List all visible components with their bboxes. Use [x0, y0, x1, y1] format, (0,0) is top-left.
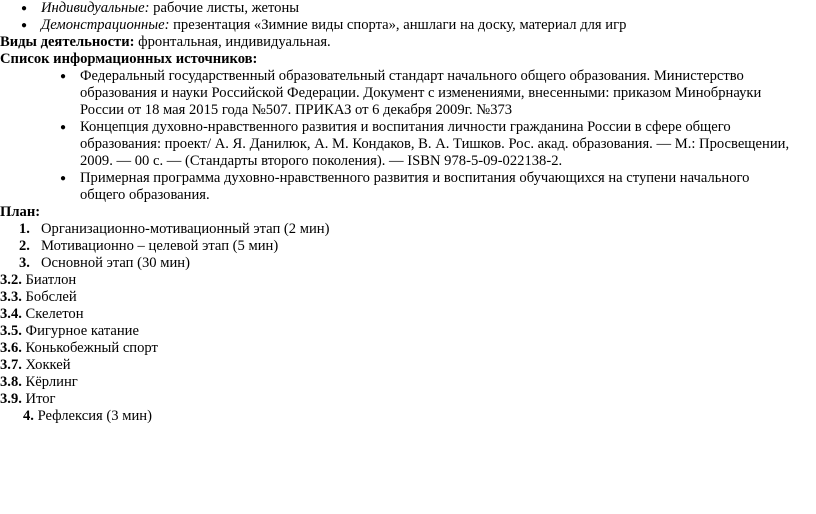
plan-subitem: [0, 306, 816, 323]
plan-subitem: [0, 272, 816, 289]
plan-final-number: 4.: [23, 408, 34, 424]
plan-subitem: [0, 374, 816, 391]
source-text: Концепция духовно-нравственного развития и воспитания личности гражданина России в сфере общего образования: проект/ А. Я. Данилюк, А. М. Кондаков, В. А. Тишков. Рос. акад. образования. — М.: Просвещении, 2009. — 00 с. — (Стандарты второго поколения). — ISBN 978-5-09-022138-2.: [80, 119, 790, 169]
plan-subitem-number: 3.3.: [0, 289, 22, 305]
activities-label: Виды деятельности:: [0, 34, 135, 50]
plan-subitem: [0, 340, 816, 357]
plan-subitem: [0, 289, 816, 306]
plan-final-text: Рефлексия (3 мин): [33, 408, 152, 424]
bullet-dot-icon: ●: [21, 20, 28, 31]
material-label: Индивидуальные:: [41, 0, 150, 16]
plan-subitem-text: Итог: [21, 391, 56, 407]
source-text: Федеральный государственный образовательный стандарт начального общего образования. Министерство образования и науки Российской Федерации. Документ с изменениями, внесенными: приказом Минобрнауки России от 18 мая 2015 года №507. ПРИКАЗ от 6 декабря 2009г. №373: [80, 68, 762, 118]
plan-subitem-text: Хоккей: [21, 357, 71, 373]
plan-subitem-number: 3.5.: [0, 323, 22, 339]
activities-line: [0, 34, 816, 51]
bullet-dot-icon: ●: [21, 3, 28, 14]
plan-subitem-text: Конькобежный спорт: [21, 340, 158, 356]
plan-item-number: 3.: [19, 255, 30, 271]
plan-item: [0, 238, 816, 255]
activities-text: фронтальная, индивидуальная.: [134, 34, 331, 50]
plan-item-text: Мотивационно – целевой этап (5 мин): [41, 238, 279, 254]
material-text: рабочие листы, жетоны: [149, 0, 300, 16]
source-item: [0, 119, 816, 170]
plan-subitem: [0, 391, 816, 408]
source-item: [0, 68, 816, 119]
plan-subitem-text: Биатлон: [21, 272, 77, 288]
plan-subitem-number: 3.8.: [0, 374, 22, 390]
plan-item: [0, 255, 816, 272]
plan-subitem-number: 3.9.: [0, 391, 22, 407]
plan-item-number: 2.: [19, 238, 30, 254]
plan-heading: План:: [0, 204, 41, 220]
plan-item-number: 1.: [19, 221, 30, 237]
material-label: Демонстрационные:: [41, 17, 170, 33]
source-item: [0, 170, 816, 204]
bullet-dot-icon: ●: [60, 71, 67, 82]
bullet-dot-icon: ●: [60, 122, 67, 133]
plan-subitem-text: Скелетон: [21, 306, 84, 322]
plan-item: [0, 221, 816, 238]
material-item-demo: [0, 17, 816, 34]
bullet-dot-icon: ●: [60, 173, 67, 184]
plan-subitem: [0, 323, 816, 340]
plan-subitem-number: 3.4.: [0, 306, 22, 322]
plan-subitem-text: Фигурное катание: [21, 323, 139, 339]
plan-item-text: Организационно-мотивационный этап (2 мин): [41, 221, 330, 237]
plan-subitem: [0, 357, 816, 374]
plan-subitem-number: 3.6.: [0, 340, 22, 356]
plan-subitem-text: Кёрлинг: [21, 374, 78, 390]
material-item-individual: [0, 0, 816, 17]
plan-item-text: Основной этап (30 мин): [41, 255, 190, 271]
plan-subitem-text: Бобслей: [21, 289, 77, 305]
sources-heading: Список информационных источников:: [0, 51, 258, 67]
source-text: Примерная программа духовно-нравственного развития и воспитания обучающихся на ступени начального общего образования.: [80, 170, 750, 203]
plan-final-item: [0, 408, 816, 425]
plan-subitem-number: 3.7.: [0, 357, 22, 373]
material-text: презентация «Зимние виды спорта», аншлаги на доску, материал для игр: [169, 17, 627, 33]
plan-subitem-number: 3.2.: [0, 272, 22, 288]
